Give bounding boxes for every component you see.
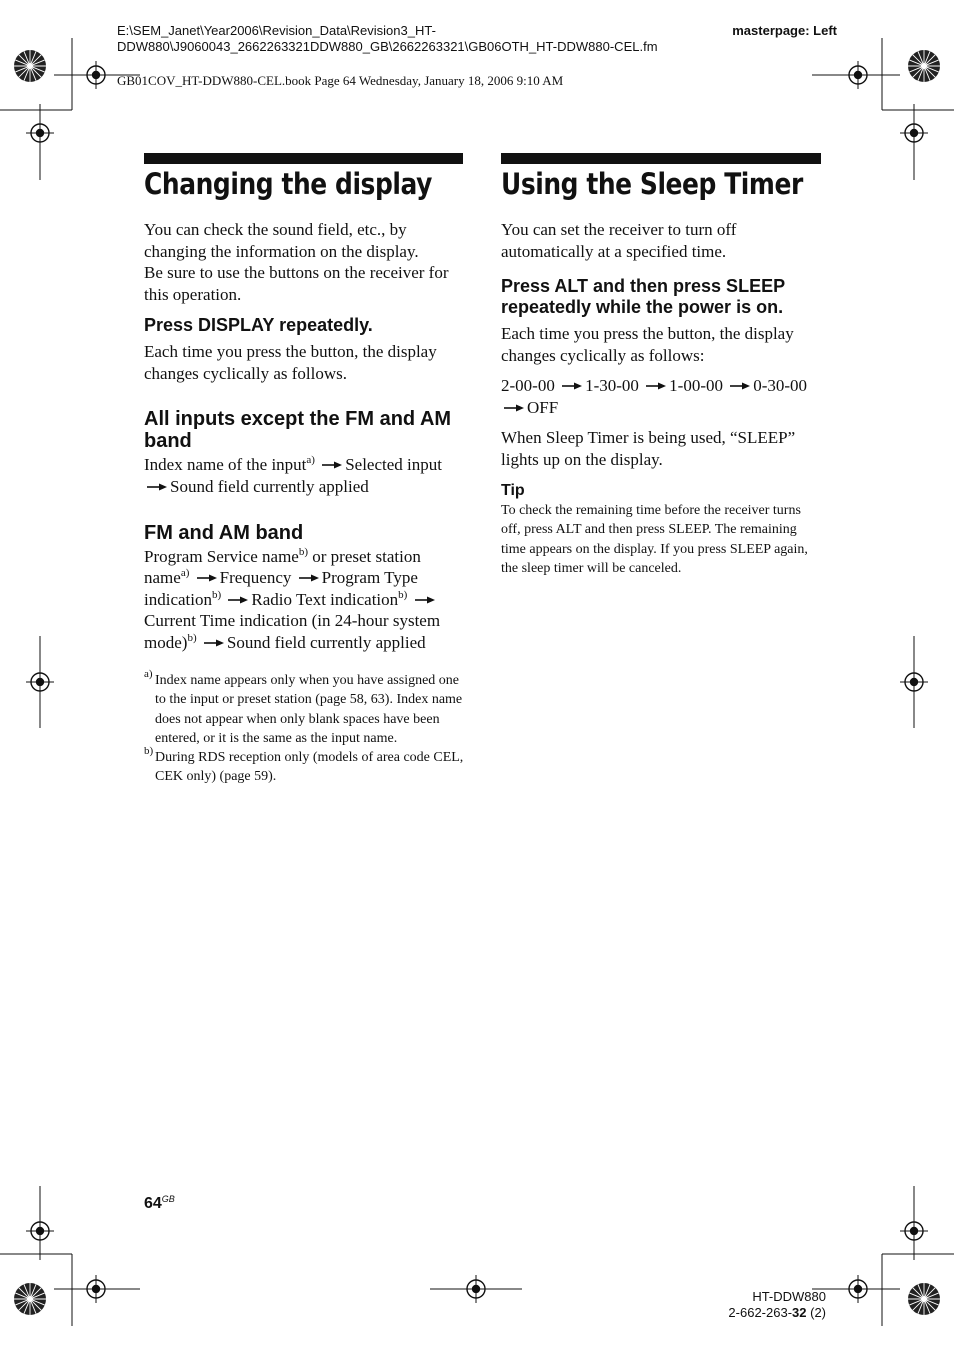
step-heading: Press ALT and then press SLEEP repeatedly while the power is on. bbox=[501, 276, 785, 317]
sequence-inputs bbox=[144, 454, 466, 497]
part-code-bold: 32 bbox=[792, 1305, 807, 1320]
section-title: Changing the display bbox=[144, 167, 432, 201]
note-paragraph: When Sleep Timer is being used, “SLEEP” lights up on the display. bbox=[501, 428, 796, 469]
right-column bbox=[501, 219, 823, 578]
registration-mark-icon bbox=[844, 1275, 872, 1303]
footnote-marker: a) bbox=[144, 668, 153, 680]
sequence-item: 2-00-00 bbox=[501, 376, 555, 395]
registration-mark-icon bbox=[900, 119, 928, 147]
intro-text: Be sure to use the buttons on the receiver for this operation. bbox=[144, 263, 449, 304]
arrow-right-icon bbox=[730, 381, 750, 391]
step-text: Each time you press the button, the display changes cyclically as follows: bbox=[501, 324, 794, 365]
sequence-item: 1-00-00 bbox=[669, 376, 723, 395]
arrow-right-icon bbox=[228, 595, 248, 605]
model-name: HT-DDW880 bbox=[752, 1289, 826, 1304]
arrow-right-icon bbox=[197, 573, 217, 583]
color-target-icon bbox=[12, 48, 48, 84]
file-path bbox=[117, 23, 658, 55]
model-info bbox=[700, 1289, 826, 1321]
subheading: FM and AM band bbox=[144, 522, 304, 544]
sequence-item: 0-30-00 bbox=[753, 376, 808, 395]
footnote-ref: b) bbox=[211, 588, 222, 601]
part-code bbox=[700, 1305, 826, 1321]
intro-paragraph bbox=[144, 219, 466, 305]
sequence-item: Program Type indication bbox=[144, 568, 418, 609]
tip-text: To check the remaining time before the receiver turns off, press ALT and then press SLEEP. The remaining time appears on the display. If you press SLEEP again, the sleep timer will be canceled. bbox=[501, 503, 808, 576]
sequence-item: Current Time indication (in 24-hour system mode) bbox=[144, 611, 441, 652]
step-heading: Press DISPLAY repeatedly. bbox=[144, 315, 373, 335]
footnote-ref: a) bbox=[180, 567, 190, 579]
section-title: Using the Sleep Timer bbox=[501, 167, 803, 201]
page-region-suffix: GB bbox=[161, 1194, 175, 1204]
subheading: All inputs except the FM and AM band bbox=[144, 408, 452, 452]
sequence-item: 1-30-00 bbox=[585, 376, 639, 395]
registration-mark-icon bbox=[26, 1217, 54, 1245]
file-path-line: E:\SEM_Janet\Year2006\Revision_Data\Revision3_HT- bbox=[117, 23, 436, 38]
sequence-item: Program Service name bbox=[144, 546, 299, 566]
registration-mark-icon bbox=[82, 1275, 110, 1303]
intro-text: You can check the sound field, etc., by changing the information on the display. bbox=[144, 220, 419, 261]
footnote bbox=[144, 745, 466, 787]
registration-mark-icon bbox=[82, 61, 110, 89]
sequence-fm-am bbox=[144, 546, 466, 654]
footnote-ref: b) bbox=[298, 545, 309, 558]
registration-mark-icon bbox=[26, 119, 54, 147]
sequence-item: Frequency bbox=[219, 568, 292, 587]
registration-mark-icon bbox=[462, 1275, 490, 1303]
left-column bbox=[144, 219, 466, 787]
part-code-suffix: (2) bbox=[806, 1305, 826, 1320]
part-code-prefix: 2-662-263- bbox=[728, 1305, 793, 1320]
footnote-text: Index name appears only when you have assigned one to the input or preset station (page 58, 63). Index name does not appear when only blank spaces have been entered, or it is the same as the input name. bbox=[155, 673, 463, 746]
step-text: Each time you press the button, the display changes cyclically as follows. bbox=[144, 342, 437, 383]
arrow-right-icon bbox=[147, 482, 167, 492]
file-path-line: DDW880\J9060043_2662263321DDW880_GB\2662263321\GB06OTH_HT-DDW880-CEL.fm bbox=[117, 39, 658, 54]
arrow-right-icon bbox=[415, 595, 435, 605]
sleep-sequence bbox=[501, 375, 823, 418]
sequence-item: Sound field currently applied bbox=[226, 632, 426, 652]
page-number-value: 64 bbox=[144, 1195, 162, 1212]
footnote-ref: b) bbox=[398, 588, 408, 601]
arrow-right-icon bbox=[646, 381, 666, 391]
registration-mark-icon bbox=[844, 61, 872, 89]
registration-mark-icon bbox=[900, 1217, 928, 1245]
sequence-item: Sound field currently applied bbox=[170, 476, 369, 496]
footnote-marker: b) bbox=[144, 745, 154, 758]
arrow-right-icon bbox=[322, 460, 342, 470]
section-rule bbox=[501, 153, 821, 164]
sequence-item: Index name of the input bbox=[144, 455, 307, 474]
color-target-icon bbox=[906, 48, 942, 84]
sequence-item: or preset station name bbox=[144, 546, 421, 587]
arrow-right-icon bbox=[299, 573, 319, 583]
arrow-right-icon bbox=[504, 403, 524, 413]
arrow-right-icon bbox=[562, 381, 582, 391]
arrow-right-icon bbox=[204, 638, 224, 648]
color-target-icon bbox=[906, 1281, 942, 1317]
page-number bbox=[144, 1194, 175, 1213]
book-info-line: GB01COV_HT-DDW880-CEL.book Page 64 Wednesday, January 18, 2006 9:10 AM bbox=[117, 73, 564, 88]
sequence-item: Selected input bbox=[345, 455, 442, 474]
footnote-ref: a) bbox=[306, 454, 315, 466]
tip-heading: Tip bbox=[501, 482, 525, 499]
footnote bbox=[144, 668, 466, 748]
section-rule bbox=[144, 153, 463, 164]
sequence-item: OFF bbox=[527, 397, 559, 417]
masterpage-label: masterpage: Left bbox=[732, 23, 837, 38]
intro-paragraph: You can set the receiver to turn off automatically at a specified time. bbox=[501, 220, 737, 261]
registration-mark-icon bbox=[900, 668, 928, 696]
footnote-ref: b) bbox=[187, 631, 197, 644]
footnote-text: During RDS reception only (models of area code CEL, CEK only) (page 59). bbox=[155, 750, 464, 785]
sequence-item: Radio Text indication bbox=[251, 589, 399, 609]
registration-mark-icon bbox=[26, 668, 54, 696]
color-target-icon bbox=[12, 1281, 48, 1317]
